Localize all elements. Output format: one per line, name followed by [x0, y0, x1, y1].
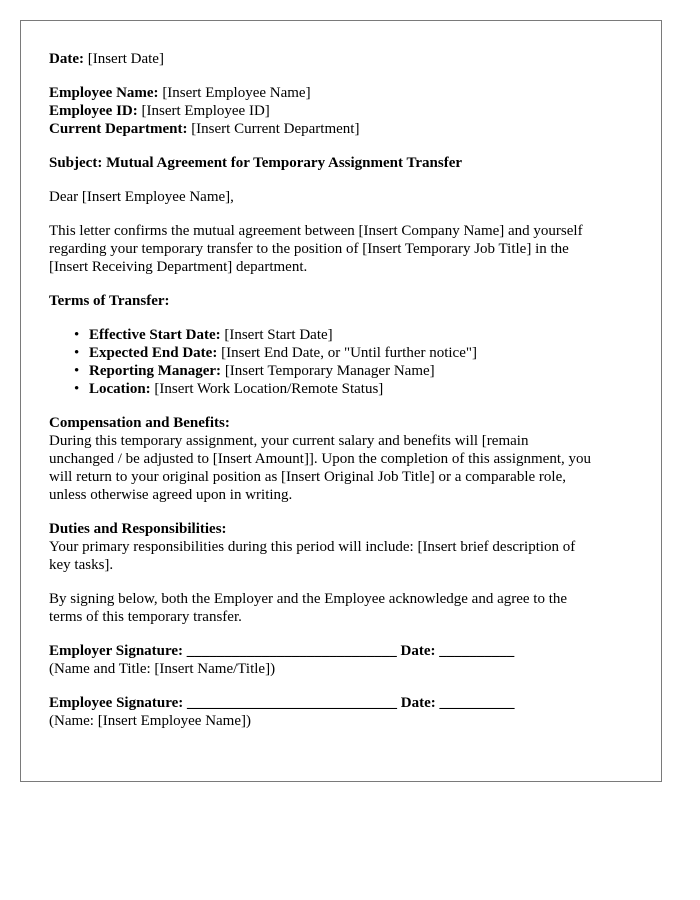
acknowledgement-line: By signing below, both the Employer and the Employee acknowledge and agree to the: [49, 591, 568, 607]
compensation-heading-text: Compensation and Benefits:: [49, 415, 230, 431]
date-line: [49, 50, 633, 68]
current-department-line: [49, 120, 633, 138]
duties-line: key tasks].: [49, 557, 114, 573]
letter-document: [20, 20, 662, 782]
compensation-line: unchanged / be adjusted to [Insert Amount]]. Upon the completion of this assignment, you: [49, 451, 591, 467]
employee-id-label: Employee ID:: [49, 103, 138, 119]
compensation-line: will return to your original position as [Insert Original Job Title] or a comparable role,: [49, 469, 566, 485]
acknowledgement-line: terms of this temporary transfer.: [49, 609, 242, 625]
term-item-manager: [74, 362, 633, 380]
compensation-line: unless otherwise agreed upon in writing.: [49, 487, 293, 503]
term-value: [Insert Start Date]: [224, 327, 333, 343]
term-label: Expected End Date:: [89, 345, 218, 361]
employer-signature-note: (Name and Title: [Insert Name/Title]): [49, 661, 276, 677]
terms-heading-text: Terms of Transfer:: [49, 293, 170, 309]
bullet-icon: •: [74, 363, 80, 379]
employee-id-value: [Insert Employee ID]: [141, 103, 270, 119]
employee-name-line: [49, 84, 633, 102]
duties-line: Your primary responsibilities during this period will include: [Insert brief description of: [49, 539, 576, 555]
employee-id-line: [49, 102, 633, 120]
bullet-icon: •: [74, 381, 80, 397]
compensation-line: During this temporary assignment, your current salary and benefits will [remain: [49, 433, 529, 449]
employee-name-label: Employee Name:: [49, 85, 159, 101]
terms-heading: [49, 292, 633, 310]
employee-signature-block: [49, 694, 633, 730]
bullet-icon: •: [74, 327, 80, 343]
term-item-end-date: [74, 344, 633, 362]
term-label: Location:: [89, 381, 151, 397]
term-item-start-date: [74, 326, 633, 344]
term-value: [Insert End Date, or "Until further notice"]: [221, 345, 477, 361]
duties-section: [49, 520, 633, 574]
term-label: Effective Start Date:: [89, 327, 221, 343]
employee-signature-label: Employee Signature: ____________________________ Date: __________: [49, 695, 515, 711]
employer-signature-label: Employer Signature: ____________________________ Date: __________: [49, 643, 515, 659]
subject-text: Subject: Mutual Agreement for Temporary Assignment Transfer: [49, 155, 463, 171]
date-value: [Insert Date]: [87, 51, 164, 67]
acknowledgement-paragraph: [49, 590, 633, 626]
intro-line: This letter confirms the mutual agreement between [Insert Company Name] and yourself: [49, 223, 583, 239]
salutation: Dear [Insert Employee Name],: [49, 189, 234, 205]
current-department-label: Current Department:: [49, 121, 188, 137]
compensation-heading: [49, 414, 633, 432]
employer-signature-line: [49, 642, 633, 660]
duties-heading-text: Duties and Responsibilities:: [49, 521, 227, 537]
intro-line: regarding your temporary transfer to the position of [Insert Temporary Job Title] in the: [49, 241, 569, 257]
intro-paragraph: [49, 222, 633, 276]
current-department-value: [Insert Current Department]: [191, 121, 360, 137]
term-value: [Insert Work Location/Remote Status]: [154, 381, 384, 397]
bullet-icon: •: [74, 345, 80, 361]
employee-signature-note: (Name: [Insert Employee Name]): [49, 713, 251, 729]
term-value: [Insert Temporary Manager Name]: [224, 363, 435, 379]
subject-line: [49, 154, 633, 172]
date-label: Date:: [49, 51, 84, 67]
term-item-location: [74, 380, 633, 398]
compensation-section: [49, 414, 633, 504]
duties-heading: [49, 520, 633, 538]
terms-list: [49, 326, 633, 398]
intro-line: [Insert Receiving Department] department.: [49, 259, 308, 275]
term-label: Reporting Manager:: [89, 363, 222, 379]
employer-signature-block: [49, 642, 633, 678]
employee-name-value: [Insert Employee Name]: [162, 85, 311, 101]
employee-signature-line: [49, 694, 633, 712]
